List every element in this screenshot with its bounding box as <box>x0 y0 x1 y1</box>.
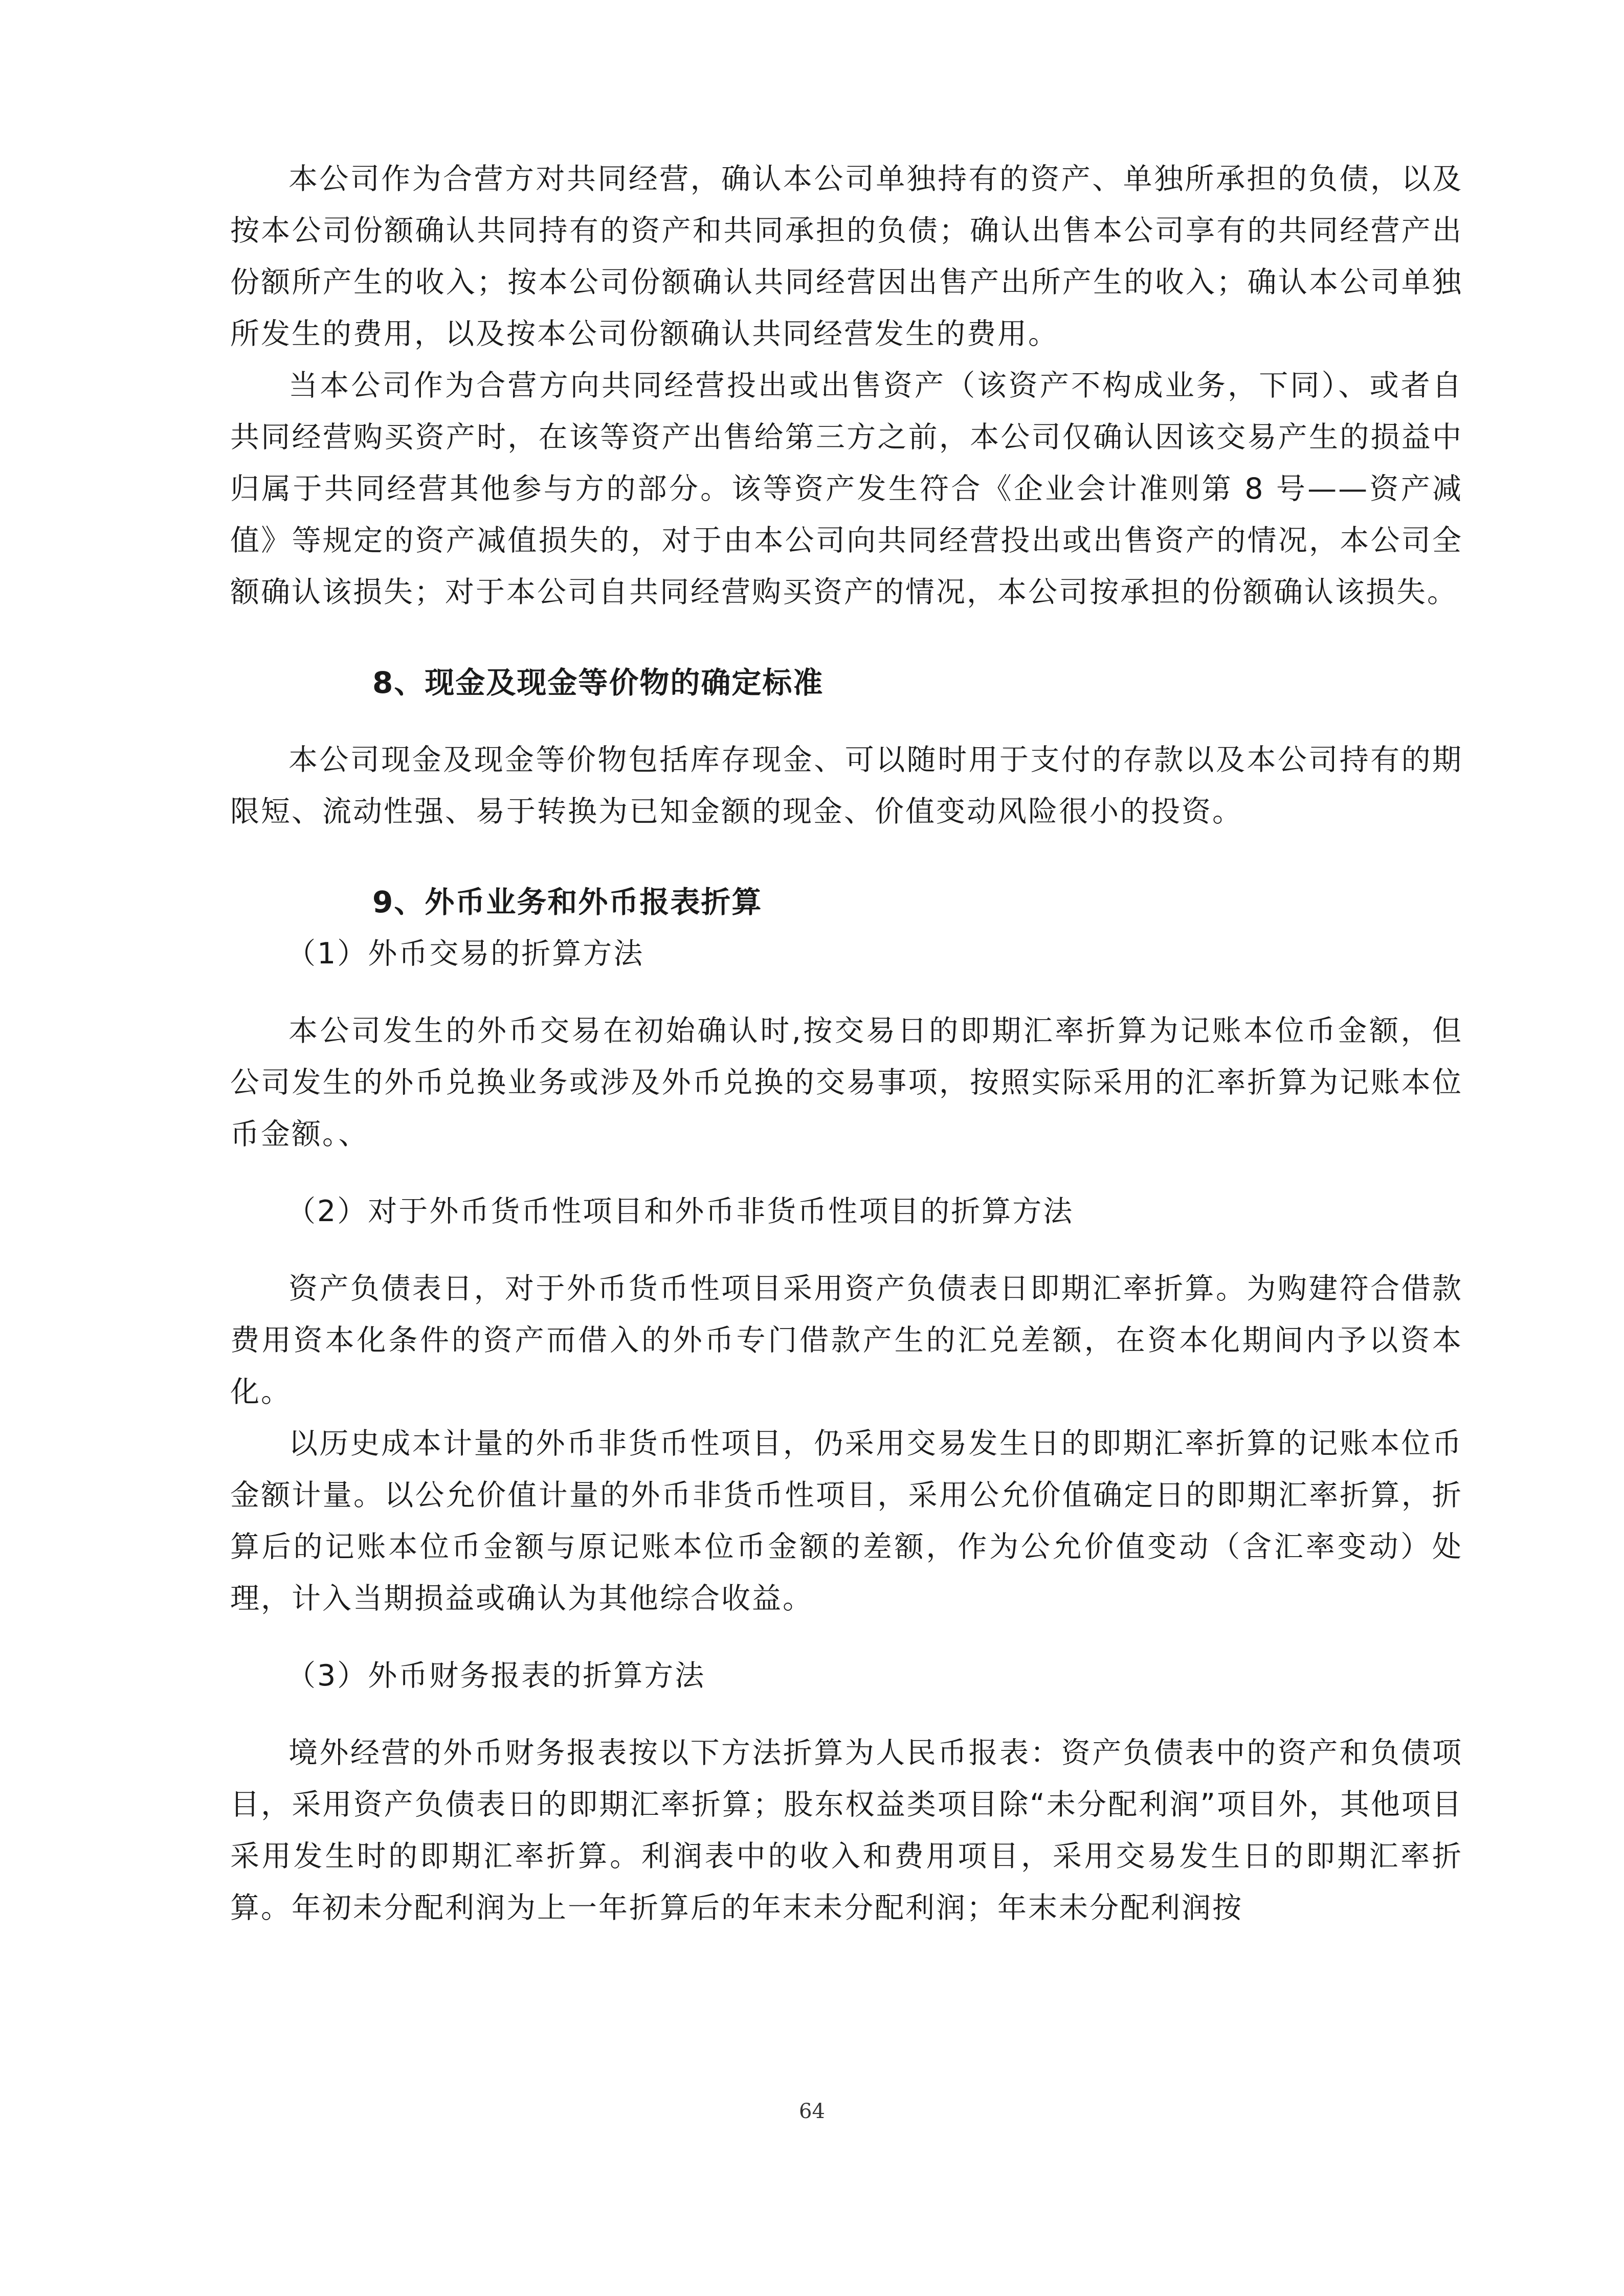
spacer <box>230 1625 1463 1650</box>
spacer <box>230 1702 1463 1727</box>
spacer <box>230 709 1463 734</box>
document-page <box>230 153 1463 1934</box>
spacer <box>230 618 1463 657</box>
spacer <box>230 1237 1463 1263</box>
paragraph-joint-operation-asset-transactions: 当本公司作为合营方向共同经营投出或出售资产（该资产不构成业务，下同）、或者自共同经营购买资产时，在该等资产出售给第三方之前，本公司仅确认因该交易产生的损益中归属于共同经营其他参与方的部分。该等资产发生符合《企业会计准则第 8 号——资产减值》等规定的资产减值损失的，对于由本公司向共同经营投出或出售资产的情况，本公司全额确认该损失；对于本公司自共同经营购买资产的情况，本公司按承担的份额确认该损失。 <box>230 369 1463 609</box>
subheading-financial-statement-translation: （3）外币财务报表的折算方法 <box>286 1659 706 1693</box>
spacer <box>230 838 1463 876</box>
subheading-monetary-items: （2）对于外币货币性项目和外币非货币性项目的折算方法 <box>286 1195 1074 1228</box>
subheading-foreign-currency-transactions: （1）外币交易的折算方法 <box>286 937 644 971</box>
paragraph-financial-statement-translation: 境外经营的外币财务报表按以下方法折算为人民币报表：资产负债表中的资产和负债项目，采用资产负债表日的即期汇率折算；股东权益类项目除“未分配利润”项目外，其他项目采用发生时的即期汇率折算。利润表中的收入和费用项目，采用交易发生日的即期汇率折算。年初未分配利润为上一年折算后的年末未分配利润；年末未分配利润按 <box>230 1736 1463 1925</box>
spacer <box>230 980 1463 1005</box>
page-number: 64 <box>799 2100 825 2123</box>
paragraph-monetary-items: 资产负债表日，对于外币货币性项目采用资产负债表日即期汇率折算。为购建符合借款费用资本化条件的资产而借入的外币专门借款产生的汇兑差额，在资本化期间内予以资本化。 <box>230 1272 1463 1409</box>
paragraph-joint-operation-recognition: 本公司作为合营方对共同经营，确认本公司单独持有的资产、单独所承担的负债，以及按本公司份额确认共同持有的资产和共同承担的负债；确认出售本公司享有的共同经营产出份额所产生的收入；按本公司份额确认共同经营因出售产出所产生的收入；确认本公司单独所发生的费用，以及按本公司份额确认共同经营发生的费用。 <box>230 162 1463 351</box>
section-heading-foreign-currency: 9、外币业务和外币报表折算 <box>372 885 763 919</box>
paragraph-cash-equivalents: 本公司现金及现金等价物包括库存现金、可以随时用于支付的存款以及本公司持有的期限短、流动性强、易于转换为已知金额的现金、价值变动风险很小的投资。 <box>230 743 1463 828</box>
spacer <box>230 1160 1463 1186</box>
section-heading-cash-equivalents: 8、现金及现金等价物的确定标准 <box>372 665 824 700</box>
paragraph-foreign-currency-transactions: 本公司发生的外币交易在初始确认时,按交易日的即期汇率折算为记账本位币金额，但公司发生的外币兑换业务或涉及外币兑换的交易事项，按照实际采用的汇率折算为记账本位币金额。、 <box>230 1014 1463 1151</box>
paragraph-non-monetary-items: 以历史成本计量的外币非货币性项目，仍采用交易发生日的即期汇率折算的记账本位币金额计量。以公允价值计量的外币非货币性项目，采用公允价值确定日的即期汇率折算，折算后的记账本位币金额与原记账本位币金额的差额，作为公允价值变动（含汇率变动）处理，计入当期损益或确认为其他综合收益。 <box>230 1427 1463 1615</box>
